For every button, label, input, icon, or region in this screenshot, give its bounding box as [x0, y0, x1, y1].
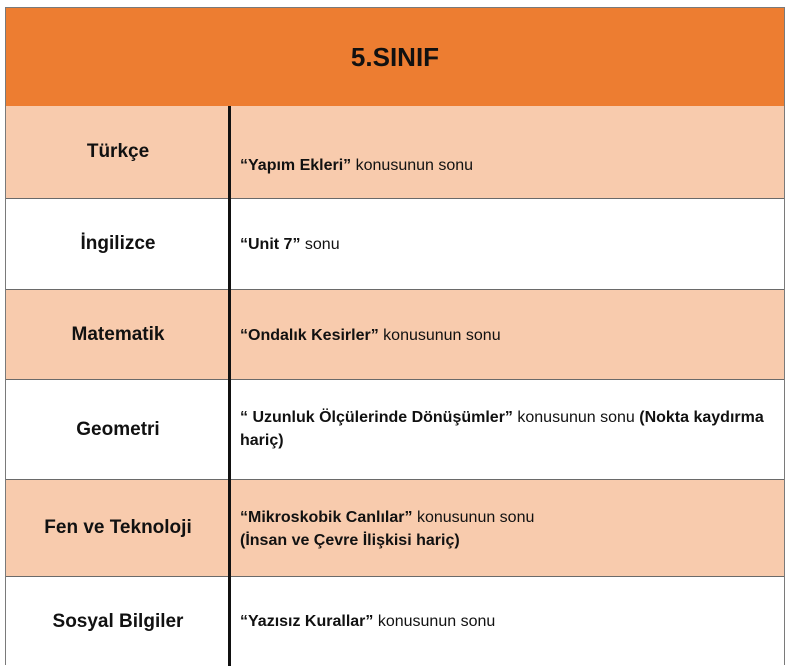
topic-rest: konusunun sonu	[378, 327, 501, 344]
topic-name: “Yapım Ekleri”	[240, 157, 352, 174]
topic-note: (İnsan ve Çevre İlişkisi hariç)	[240, 532, 460, 549]
table-title: 5.SINIF	[350, 41, 440, 72]
topic-rest: konusunun sonu	[373, 613, 496, 630]
topic-rest: sonu	[300, 236, 340, 253]
topic-rest: konusunun sonu	[351, 157, 474, 174]
topic-rest: konusunun sonu	[512, 409, 640, 426]
topic-cell	[240, 610, 774, 633]
topic-cell	[240, 506, 774, 552]
topic-name: “Unit 7”	[240, 236, 301, 253]
topic-rest: konusunun sonu	[412, 509, 535, 526]
topic-name: “Ondalık Kesirler”	[240, 327, 379, 344]
subject-cell: İngilizce	[80, 233, 156, 254]
table-row	[6, 380, 784, 480]
column-divider	[228, 106, 231, 666]
subject-cell: Geometri	[76, 418, 160, 440]
topic-name: “Yazısız Kurallar”	[240, 613, 374, 630]
table-header	[6, 8, 784, 107]
topic-name: “Mikroskobik Canlılar”	[240, 509, 413, 526]
table-row	[6, 290, 784, 380]
topic-cell	[240, 406, 774, 452]
subject-cell: Sosyal Bilgiler	[52, 610, 184, 632]
table-row	[6, 199, 784, 290]
subject-cell: Türkçe	[86, 141, 150, 162]
curriculum-table	[5, 7, 785, 665]
table-row	[6, 480, 784, 577]
subject-cell: Fen ve Teknoloji	[44, 517, 192, 538]
topic-cell	[240, 324, 774, 347]
topic-note: (Nokta kaydırma hariç)	[240, 409, 764, 449]
topic-cell	[240, 233, 774, 256]
subject-cell: Matematik	[71, 323, 165, 345]
topic-name: “ Uzunluk Ölçülerinde Dönüşümler”	[240, 409, 513, 426]
table-row	[6, 106, 784, 199]
table-row	[6, 577, 784, 666]
topic-cell	[240, 154, 774, 177]
